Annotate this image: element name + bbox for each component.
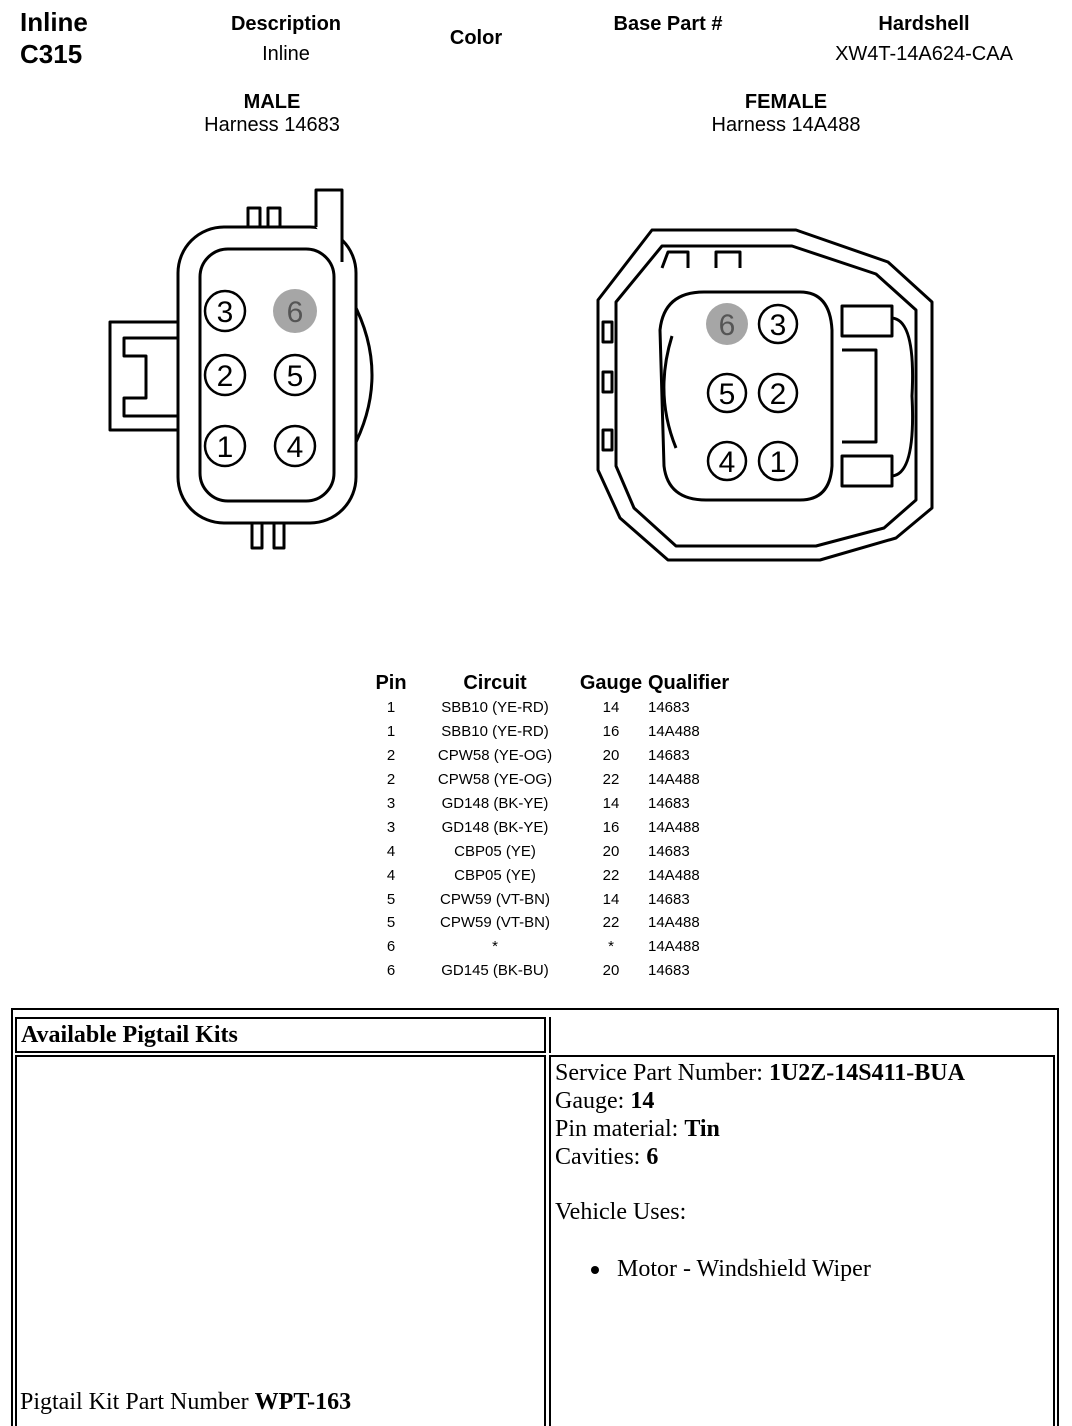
pin-material-label: Pin material: [555, 1116, 679, 1142]
hardshell-value: XW4T-14A624-CAA [835, 43, 1013, 65]
qualifier-cell: 14A488 [648, 866, 700, 884]
pin-cell: 6 [386, 962, 396, 980]
qualifier-cell: 14A488 [648, 938, 700, 956]
table-row [370, 792, 729, 816]
circuit-cell: CBP05 (YE) [454, 842, 536, 860]
column-header-qualifier: Qualifier [648, 671, 730, 694]
pin-cell: 2 [386, 747, 396, 765]
gauge-cell: 14 [602, 890, 620, 908]
service-part-line [555, 1059, 965, 1087]
gauge-cell: 20 [602, 842, 620, 860]
circuit-cell: GD145 (BK-BU) [441, 962, 549, 980]
male-pin-label: 4 [286, 431, 304, 464]
circuit-cell: SBB10 (YE-RD) [441, 699, 549, 717]
male-top-ribs [248, 208, 280, 227]
table-row [370, 720, 729, 744]
pin-material-value: Tin [684, 1116, 720, 1142]
kits-heading: Available Pigtail Kits [21, 1022, 238, 1048]
male-latch-inner [124, 338, 182, 416]
cavities-label: Cavities: [555, 1144, 641, 1170]
table-row [370, 696, 729, 720]
qualifier-cell: 14683 [648, 747, 690, 765]
qualifier-cell: 14A488 [648, 914, 700, 932]
qualifier-cell: 14683 [648, 795, 690, 812]
table-row [370, 959, 729, 983]
pin-cell: 5 [386, 890, 396, 908]
qualifier-cell: 14683 [648, 890, 690, 908]
female-pin-label: 5 [718, 378, 736, 411]
female-latch-top [842, 306, 892, 336]
pin-cell: 4 [386, 866, 396, 884]
vehicle-uses-label: Vehicle Uses: [555, 1199, 687, 1225]
gauge-cell: 22 [602, 866, 620, 884]
qualifier-cell: 14A488 [648, 723, 700, 741]
qualifier-cell: 14683 [648, 962, 690, 980]
female-latch-arc [892, 318, 913, 476]
kit-details-cell [549, 1055, 1055, 1426]
service-part-value: 1U2Z-14S411-BUA [768, 1060, 965, 1086]
female-window [603, 322, 612, 342]
pin-cell: 4 [386, 842, 396, 860]
male-pin-label: 5 [286, 360, 304, 393]
circuit-cell: CPW59 (VT-BN) [439, 890, 550, 908]
qualifier-cell: 14683 [648, 699, 690, 717]
gauge-cell: 16 [602, 818, 620, 836]
table-row [370, 863, 729, 887]
gauge-cell: 22 [602, 914, 620, 932]
circuit-cell: CPW58 (YE-OG) [437, 771, 553, 789]
cavities-value: 6 [646, 1144, 659, 1170]
table-row [370, 839, 729, 863]
gauge-cell: 20 [602, 962, 620, 980]
pin-cell: 1 [386, 723, 396, 741]
male-pin-label: 3 [216, 296, 234, 329]
kit-part-label: Pigtail Kit Part Number [20, 1389, 249, 1415]
female-pin-label: 6 [718, 309, 736, 342]
gauge-line [555, 1087, 965, 1115]
description-value: Inline [262, 43, 310, 65]
vehicle-use-text: Motor - Windshield Wiper [617, 1256, 871, 1282]
qualifier-cell: 14A488 [648, 771, 700, 789]
female-window [603, 430, 612, 450]
male-pin-label: 1 [216, 431, 234, 464]
pin-material-line [555, 1115, 965, 1143]
table-row [370, 815, 729, 839]
base-part-label: Base Part # [613, 13, 723, 35]
female-pin-label: 1 [769, 446, 787, 479]
qualifier-cell: 14683 [648, 842, 690, 860]
cavities-line [555, 1143, 965, 1171]
qualifier-cell: 14A488 [648, 818, 700, 836]
column-header-gauge: Gauge [579, 671, 643, 694]
male-harness: Harness 14683 [204, 114, 340, 136]
female-pins [706, 303, 797, 480]
pin-circuit-table [370, 670, 729, 983]
table-row [370, 744, 729, 768]
connector-id: C315 [20, 39, 83, 69]
female-top-bumps [662, 252, 740, 268]
kit-image-cell [15, 1055, 546, 1426]
male-bottom-ribs [252, 523, 284, 548]
circuit-cell: GD148 (BK-YE) [441, 795, 549, 812]
pin-cell: 6 [386, 938, 396, 956]
circuit-cell: * [492, 938, 498, 956]
circuit-cell: SBB10 (YE-RD) [441, 723, 549, 741]
female-latch-bottom [842, 456, 892, 486]
bullet-icon [591, 1266, 599, 1274]
male-title: MALE [243, 91, 301, 113]
connector-diagrams [0, 0, 1072, 620]
table-row [370, 887, 729, 911]
female-title: FEMALE [744, 91, 828, 113]
kits-heading-cell [15, 1017, 546, 1053]
kit-part-value: WPT-163 [254, 1389, 352, 1415]
female-pin-label: 3 [769, 309, 787, 342]
table-row [370, 768, 729, 792]
kit-part-number [20, 1388, 351, 1416]
kits-heading-empty-cell [549, 1017, 1055, 1053]
table-header-row [370, 670, 729, 696]
table-row [370, 935, 729, 959]
female-window [603, 372, 612, 392]
gauge-cell: 22 [602, 771, 620, 789]
vehicle-use-item [555, 1255, 965, 1283]
gauge-cell: * [608, 938, 614, 956]
hardshell-label: Hardshell [878, 13, 970, 35]
female-cavity-arc [664, 336, 676, 448]
male-pin-label: 2 [216, 360, 234, 393]
circuit-cell: GD148 (BK-YE) [441, 818, 549, 836]
female-pin-label: 2 [769, 378, 787, 411]
color-label: Color [449, 27, 503, 49]
pin-cell: 1 [386, 699, 396, 717]
description-label: Description [230, 13, 342, 35]
pin-cell: 3 [386, 795, 396, 812]
column-header-circuit: Circuit [463, 671, 527, 694]
circuit-cell: CBP05 (YE) [454, 866, 536, 884]
pin-cell: 3 [386, 818, 396, 836]
connector-type: Inline [20, 7, 88, 37]
gauge-value: 14 [630, 1088, 655, 1114]
gauge-label: Gauge: [555, 1088, 625, 1114]
circuit-cell: CPW59 (VT-BN) [439, 914, 550, 932]
gauge-cell: 14 [602, 699, 620, 717]
female-pin-label: 4 [718, 446, 736, 479]
circuit-cell: CPW58 (YE-OG) [437, 747, 553, 765]
gauge-cell: 16 [602, 723, 620, 741]
gauge-cell: 20 [602, 747, 620, 765]
female-harness: Harness 14A488 [711, 114, 861, 136]
pin-cell: 5 [386, 914, 396, 932]
female-latch-middle [842, 350, 876, 442]
service-part-label: Service Part Number: [555, 1060, 763, 1086]
male-pin-label: 6 [286, 296, 304, 329]
column-header-pin: Pin [375, 671, 407, 694]
gauge-cell: 14 [602, 795, 620, 812]
table-row [370, 911, 729, 935]
pin-cell: 2 [386, 771, 396, 789]
